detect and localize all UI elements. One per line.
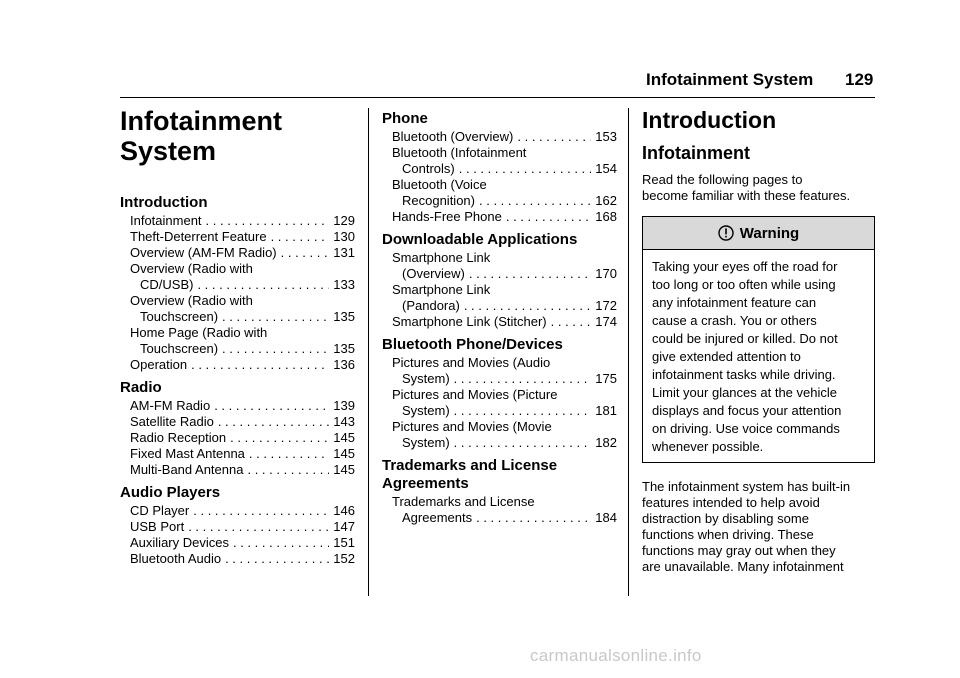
paragraph-line: features intended to help avoid [642, 495, 820, 510]
toc-entry[interactable] [382, 387, 617, 419]
toc-leader-dots [506, 209, 591, 225]
warning-text-line: on driving. Use voice commands [652, 421, 840, 436]
toc-entry-page: 129 [333, 213, 355, 228]
toc-entry-label: Bluetooth (Voice [392, 177, 487, 192]
toc-entry-page: 182 [595, 435, 617, 450]
toc-entry-page: 170 [595, 266, 617, 281]
section-title: Bluetooth Phone/Devices [382, 336, 563, 353]
toc-leader-dots [271, 229, 330, 245]
paragraph-line: are unavailable. Many infotainment [642, 559, 844, 574]
toc-leader-dots [454, 371, 592, 387]
toc-entry-label: Multi-Band Antenna [130, 462, 244, 477]
toc-entry[interactable] [120, 462, 355, 478]
toc-entry[interactable] [382, 355, 617, 387]
running-header-title: Infotainment System [646, 70, 814, 89]
intro-heading: Introduction [642, 107, 777, 133]
toc-entry-page: 184 [595, 510, 617, 525]
toc-entry[interactable] [120, 261, 355, 293]
toc-entry-page: 143 [333, 414, 355, 429]
toc-leader-dots [191, 357, 329, 373]
toc-entry-label: Pictures and Movies (Movie [392, 419, 552, 434]
toc-section-trademarks [382, 457, 617, 526]
toc-leader-dots [281, 245, 330, 261]
section-title: Radio [120, 379, 162, 396]
toc-entry-label: Radio Reception [130, 430, 227, 445]
warning-text-line: displays and focus your attention [652, 403, 842, 418]
toc-entry-label: Infotainment [130, 213, 202, 228]
toc-leader-dots [459, 161, 592, 177]
toc-leader-dots [206, 213, 330, 229]
toc-entry-label: System) [402, 371, 450, 386]
toc-entry-label: Recognition) [402, 193, 475, 208]
warning-text-line: Limit your glances at the vehicle [652, 385, 837, 400]
toc-leader-dots [454, 403, 592, 419]
toc-column-2 [382, 110, 617, 526]
toc-entry-label: Bluetooth Audio [130, 551, 222, 566]
toc-entry[interactable] [382, 282, 617, 314]
column-divider-2 [628, 108, 629, 596]
warning-text-line: infotainment tasks while driving. [652, 367, 836, 382]
chapter-title: Infotainment System [120, 106, 282, 166]
toc-entry-label: System) [402, 435, 450, 450]
warning-text [643, 250, 874, 462]
toc-entry-label: (Pandora) [402, 298, 460, 313]
intro-paragraph-2 [642, 479, 877, 575]
toc-entry[interactable] [120, 293, 355, 325]
toc-entry-page: 172 [595, 298, 617, 313]
warning-text-line: any infotainment feature can [652, 295, 817, 310]
toc-entry-label: Operation [130, 357, 188, 372]
warning-heading: Warning [739, 224, 800, 242]
toc-entry-label: Trademarks and License [392, 494, 535, 509]
intro-paragraph: Read the following pages to become familiar with these features. [642, 172, 851, 203]
toc-entry[interactable] [120, 503, 355, 519]
toc-entry-label: Auxiliary Devices [130, 535, 229, 550]
watermark: carmanualsonline.info [530, 646, 702, 665]
toc-entry-label: CD Player [130, 503, 190, 518]
column-divider-1 [368, 108, 369, 596]
toc-entry[interactable] [120, 229, 355, 245]
toc-leader-dots [464, 298, 591, 314]
toc-leader-dots [233, 535, 329, 551]
toc-entry-label: Smartphone Link [392, 250, 491, 265]
warning-text-line: cause a crash. You or others [652, 313, 817, 328]
toc-entry[interactable] [382, 250, 617, 282]
toc-entry-page: 135 [333, 341, 355, 356]
toc-entry-page: 145 [333, 446, 355, 461]
toc-entry-label: Overview (AM-FM Radio) [130, 245, 277, 260]
toc-entry[interactable] [120, 357, 355, 373]
toc-entry-label: Fixed Mast Antenna [130, 446, 245, 461]
toc-entry[interactable] [120, 551, 355, 567]
toc-entry[interactable] [120, 325, 355, 357]
toc-entry[interactable] [120, 430, 355, 446]
toc-entry-label: Smartphone Link [392, 282, 491, 297]
toc-entry[interactable] [120, 535, 355, 551]
toc-entry-label: Pictures and Movies (Audio [392, 355, 551, 370]
toc-leader-dots [218, 414, 329, 430]
toc-entry-page: 135 [333, 309, 355, 324]
toc-section-bluetooth-devices [382, 336, 617, 451]
toc-section-phone [382, 110, 617, 225]
toc-entry-page: 175 [595, 371, 617, 386]
toc-leader-dots [197, 277, 329, 293]
toc-entry-label: USB Port [130, 519, 185, 534]
toc-entry-page: 154 [595, 161, 617, 176]
toc-leader-dots [551, 314, 592, 330]
section-title: Trademarks and License Agreements [382, 457, 558, 492]
toc-entry[interactable] [382, 209, 617, 225]
warning-box [642, 216, 875, 463]
toc-column-1 [120, 106, 355, 567]
toc-leader-dots [230, 430, 329, 446]
toc-section-downloadable-applications [382, 231, 617, 330]
toc-entry-page: 139 [333, 398, 355, 413]
section-title: Downloadable Applications [382, 231, 578, 248]
toc-entry-page: 168 [595, 209, 617, 224]
toc-entry[interactable] [120, 213, 355, 229]
toc-entry[interactable] [120, 414, 355, 430]
toc-entry-label: Agreements [402, 510, 473, 525]
paragraph-line: functions when driving. These [642, 527, 814, 542]
toc-entry-label: Smartphone Link (Stitcher) [392, 314, 547, 329]
toc-entry-label: Touchscreen) [140, 341, 219, 356]
toc-entry[interactable] [382, 145, 617, 177]
toc-entry[interactable] [120, 446, 355, 462]
toc-entry-page: 174 [595, 314, 617, 329]
toc-entry-label: Overview (Radio with [130, 261, 253, 276]
toc-leader-dots [479, 193, 591, 209]
toc-section-audio-players [120, 484, 355, 567]
toc-section-introduction [120, 194, 355, 373]
toc-entry-label: Overview (Radio with [130, 293, 253, 308]
toc-leader-dots [214, 398, 329, 414]
toc-entry-page: 146 [333, 503, 355, 518]
paragraph-line: distraction by disabling some [642, 511, 809, 526]
toc-entry-page: 153 [595, 129, 617, 144]
toc-entry-page: 136 [333, 357, 355, 372]
toc-entry-label: Pictures and Movies (Picture [392, 387, 558, 402]
paragraph-line: functions may gray out when they [642, 543, 836, 558]
toc-entry-label: Theft-Deterrent Feature [130, 229, 267, 244]
warning-text-line: could be injured or killed. Do not [652, 331, 838, 346]
toc-entry[interactable] [382, 129, 617, 145]
toc-entry-page: 145 [333, 462, 355, 477]
toc-entry-page: 131 [333, 245, 355, 260]
section-title: Introduction [120, 194, 208, 211]
toc-entry-label: (Overview) [402, 266, 465, 281]
warning-header [643, 217, 874, 250]
intro-column [642, 106, 877, 575]
toc-entry-page: 152 [333, 551, 355, 566]
warning-text-line: Taking your eyes off the road for [652, 259, 838, 274]
header-rule [120, 97, 875, 98]
toc-leader-dots [247, 462, 329, 478]
toc-entry[interactable] [382, 177, 617, 209]
toc-leader-dots [476, 510, 591, 526]
toc-leader-dots [454, 435, 592, 451]
warning-text-line: too long or too often while using [652, 277, 836, 292]
toc-entry-page: 147 [333, 519, 355, 534]
toc-entry-label: CD/USB) [140, 277, 194, 292]
toc-entry[interactable] [120, 245, 355, 261]
toc-entry-label: System) [402, 403, 450, 418]
toc-entry-label: Touchscreen) [140, 309, 219, 324]
toc-leader-dots [222, 309, 329, 325]
toc-leader-dots [222, 341, 329, 357]
toc-entry-page: 133 [333, 277, 355, 292]
toc-entry-label: Satellite Radio [130, 414, 214, 429]
toc-section-radio [120, 379, 355, 478]
paragraph-line: The infotainment system has built-in [642, 479, 851, 494]
toc-leader-dots [225, 551, 329, 567]
toc-entry-label: Bluetooth (Infotainment [392, 145, 527, 160]
warning-text-line: whenever possible. [652, 439, 764, 454]
toc-leader-dots [249, 446, 329, 462]
toc-leader-dots [469, 266, 591, 282]
toc-entry[interactable] [382, 314, 617, 330]
toc-entry[interactable] [382, 419, 617, 451]
toc-entry-label: Hands-Free Phone [392, 209, 502, 224]
toc-entry[interactable] [382, 494, 617, 526]
section-title: Audio Players [120, 484, 221, 501]
section-title: Phone [382, 110, 428, 127]
toc-leader-dots [517, 129, 591, 145]
toc-leader-dots [188, 519, 329, 535]
toc-entry-page: 181 [595, 403, 617, 418]
toc-entry-page: 130 [333, 229, 355, 244]
toc-entry[interactable] [120, 398, 355, 414]
toc-entry-page: 151 [333, 535, 355, 550]
warning-text-line: give extended attention to [652, 349, 801, 364]
warning-icon [718, 225, 734, 241]
toc-entry-page: 145 [333, 430, 355, 445]
toc-entry-page: 162 [595, 193, 617, 208]
toc-entry-label: AM-FM Radio [130, 398, 211, 413]
toc-leader-dots [193, 503, 329, 519]
toc-entry-label: Home Page (Radio with [130, 325, 268, 340]
toc-entry-label: Bluetooth (Overview) [392, 129, 514, 144]
toc-entry[interactable] [120, 519, 355, 535]
toc-entry-label: Controls) [402, 161, 455, 176]
intro-subheading: Infotainment [642, 143, 750, 163]
page-number: 129 [845, 70, 874, 89]
